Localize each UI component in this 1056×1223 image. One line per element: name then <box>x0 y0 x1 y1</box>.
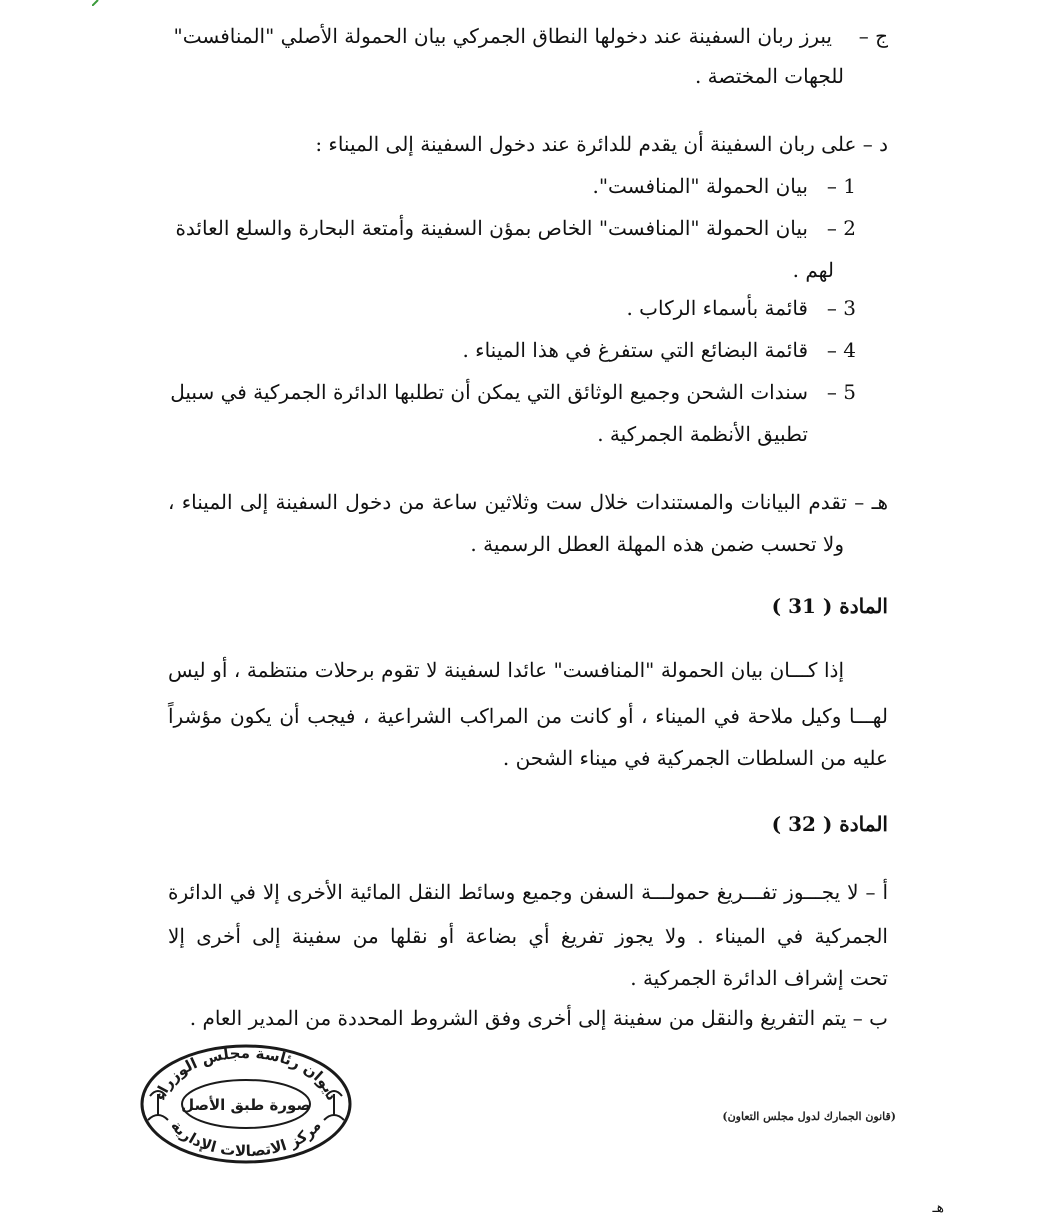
section-h-line-2: ولا تحسب ضمن هذه المهلة العطل الرسمية . <box>470 532 844 556</box>
item-2-continuation: لهم . <box>792 258 834 282</box>
section-d-intro: د – على ربان السفينة أن يقدم للدائرة عند دخول السفينة إلى الميناء : <box>315 132 888 156</box>
stamp-top-text: ديوان رئاسة مجلس الوزراء <box>150 1043 342 1103</box>
page-mark: هـ <box>932 1200 944 1216</box>
article-32-b-line-1: ب – يتم التفريغ والنقل من سفينة إلى أخرى وفق الشروط المحددة من المدير العام . <box>189 1006 888 1030</box>
item-1-text: بيان الحمولة "المنافست". <box>592 174 808 198</box>
section-j-line-1: يبرز ربان السفينة عند دخولها النطاق الجمركي بيان الحمولة الأصلي "المنافست" <box>173 24 832 48</box>
item-3-text: قائمة بأسماء الركاب . <box>626 296 808 320</box>
section-j-marker: ج – <box>858 24 888 48</box>
corner-mark <box>92 0 108 6</box>
item-5-number: 5 – <box>826 380 856 404</box>
item-2-text: بيان الحمولة "المنافست" الخاص بمؤن السفينة وأمتعة البحارة والسلع العائدة <box>175 216 808 240</box>
item-1-number: 1 – <box>826 174 856 198</box>
article-31-line-2: لهـــا وكيل ملاحة في الميناء ، أو كانت من المراكب الشراعية ، فيجب أن يكون مؤشراً <box>168 704 888 728</box>
article-32-a-line-3: تحت إشراف الدائرة الجمركية . <box>630 966 888 990</box>
item-3-number: 3 – <box>826 296 856 320</box>
stamp-bottom-text: مركز الاتصالات الإدارية <box>167 1116 325 1161</box>
section-j-line-2: للجهات المختصة . <box>694 64 844 88</box>
article-31-heading: المادة ( 31 ) <box>771 594 888 618</box>
official-stamp <box>136 1040 356 1164</box>
article-31-line-3: عليه من السلطات الجمركية في ميناء الشحن . <box>502 746 888 770</box>
palm-swords-emblem-left <box>148 1091 168 1120</box>
item-5-continuation: تطبيق الأنظمة الجمركية . <box>597 422 808 446</box>
article-32-a-line-1: أ – لا يجـــوز تفـــريغ حمولـــة السفن وجميع وسائط النقل المائية الأخرى إلا في الدائرة <box>168 880 888 904</box>
svg-text:ديوان رئاسة مجلس الوزراء <box>151 1044 342 1103</box>
stamp-middle-text: صورة طبق الأصل <box>181 1096 311 1114</box>
article-31-line-1: إذا كـــان بيان الحمولة "المنافست" عائدا لسفينة لا تقوم برحلات منتظمة ، أو ليس <box>168 658 844 682</box>
article-32-heading: المادة ( 32 ) <box>771 812 888 836</box>
article-32-a-line-2: الجمركية في الميناء . ولا يجوز تفريغ أي بضاعة أو نقلها من سفينة إلى أخرى إلا <box>168 924 888 948</box>
item-5-text: سندات الشحن وجميع الوثائق التي يمكن أن تطلبها الدائرة الجمركية في سبيل <box>170 380 808 404</box>
palm-swords-emblem-right <box>324 1091 344 1120</box>
footer-law-title: (قانون الجمارك لدول مجلس التعاون) <box>722 1110 896 1123</box>
item-4-number: 4 – <box>826 338 856 362</box>
item-4-text: قائمة البضائع التي ستفرغ في هذا الميناء . <box>462 338 808 362</box>
section-h-line-1: هـ – تقدم البيانات والمستندات خلال ست وثلاثين ساعة من دخول السفينة إلى الميناء ، <box>168 490 888 514</box>
item-2-number: 2 – <box>826 216 856 240</box>
